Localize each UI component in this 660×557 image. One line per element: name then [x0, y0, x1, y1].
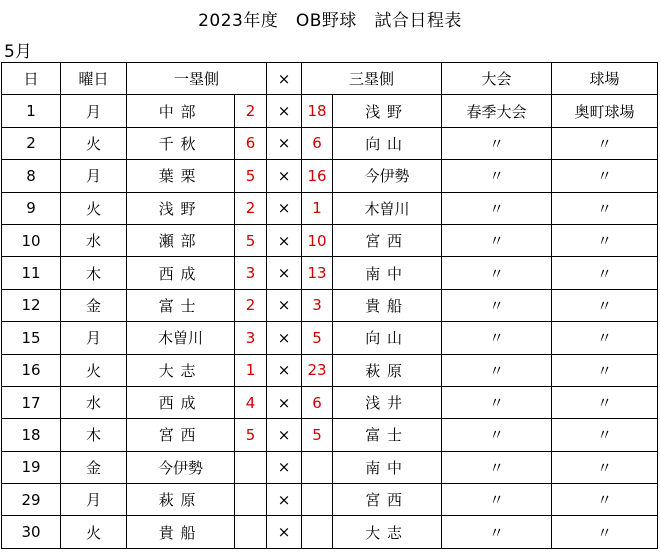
- stadium-cell: 〃: [552, 224, 658, 256]
- tournament-cell: 〃: [442, 484, 552, 516]
- home-score-cell: [235, 516, 267, 548]
- tournament-cell: 〃: [442, 224, 552, 256]
- table-row: [2, 322, 658, 354]
- tournament-cell: 〃: [442, 322, 552, 354]
- table-row: [2, 419, 658, 451]
- vs-cell: ×: [267, 224, 302, 256]
- header-vs: ×: [267, 63, 302, 95]
- table-row: [2, 127, 658, 159]
- home-team-cell: 西成: [127, 386, 235, 418]
- home-score-cell: 5: [235, 224, 267, 256]
- day-cell: 1: [2, 95, 61, 127]
- home-team-cell: 中部: [127, 95, 235, 127]
- home-team-cell: 千秋: [127, 127, 235, 159]
- home-team-cell: 浅野: [127, 192, 235, 224]
- day-cell: 17: [2, 386, 61, 418]
- home-team-cell: 今伊勢: [127, 451, 235, 483]
- home-team-cell: 葉栗: [127, 160, 235, 192]
- stadium-cell: 〃: [552, 484, 658, 516]
- vs-cell: ×: [267, 322, 302, 354]
- home-score-cell: [235, 451, 267, 483]
- home-score-cell: 3: [235, 257, 267, 289]
- away-score-cell: 16: [302, 160, 333, 192]
- day-cell: 30: [2, 516, 61, 548]
- table-row: [2, 257, 658, 289]
- vs-cell: ×: [267, 160, 302, 192]
- tournament-cell: 〃: [442, 192, 552, 224]
- away-team-cell: 今伊勢: [333, 160, 442, 192]
- table-row: [2, 160, 658, 192]
- away-team-cell: 宮西: [333, 224, 442, 256]
- stadium-cell: 〃: [552, 289, 658, 321]
- tournament-cell: 〃: [442, 289, 552, 321]
- weekday-cell: 月: [61, 160, 127, 192]
- tournament-cell: 〃: [442, 127, 552, 159]
- tournament-cell: 〃: [442, 451, 552, 483]
- away-score-cell: 5: [302, 419, 333, 451]
- weekday-cell: 火: [61, 516, 127, 548]
- table-row: [2, 516, 658, 548]
- home-score-cell: 5: [235, 160, 267, 192]
- away-team-cell: 萩原: [333, 354, 442, 386]
- away-team-cell: 向山: [333, 127, 442, 159]
- weekday-cell: 木: [61, 257, 127, 289]
- header-weekday: 曜日: [61, 63, 127, 95]
- home-team-cell: 瀬部: [127, 224, 235, 256]
- stadium-cell: 〃: [552, 322, 658, 354]
- tournament-cell: 〃: [442, 516, 552, 548]
- vs-cell: ×: [267, 95, 302, 127]
- stadium-cell: 〃: [552, 419, 658, 451]
- tournament-cell: 〃: [442, 354, 552, 386]
- day-cell: 9: [2, 192, 61, 224]
- header-home: 一塁側: [127, 63, 267, 95]
- table-row: [2, 224, 658, 256]
- stadium-cell: 〃: [552, 386, 658, 418]
- away-team-cell: 木曽川: [333, 192, 442, 224]
- day-cell: 2: [2, 127, 61, 159]
- home-team-cell: 大志: [127, 354, 235, 386]
- stadium-cell: 〃: [552, 354, 658, 386]
- away-score-cell: 6: [302, 127, 333, 159]
- tournament-cell: 〃: [442, 160, 552, 192]
- table-row: [2, 484, 658, 516]
- header-day: 日: [2, 63, 61, 95]
- weekday-cell: 金: [61, 451, 127, 483]
- weekday-cell: 水: [61, 224, 127, 256]
- home-team-cell: 貴船: [127, 516, 235, 548]
- away-team-cell: 貴船: [333, 289, 442, 321]
- away-score-cell: 18: [302, 95, 333, 127]
- weekday-cell: 火: [61, 127, 127, 159]
- home-team-cell: 木曽川: [127, 322, 235, 354]
- away-score-cell: 23: [302, 354, 333, 386]
- home-score-cell: [235, 484, 267, 516]
- home-score-cell: 1: [235, 354, 267, 386]
- day-cell: 29: [2, 484, 61, 516]
- vs-cell: ×: [267, 386, 302, 418]
- home-score-cell: 2: [235, 192, 267, 224]
- header-row: [2, 63, 658, 95]
- header-tournament: 大会: [442, 63, 552, 95]
- away-team-cell: 浅野: [333, 95, 442, 127]
- vs-cell: ×: [267, 354, 302, 386]
- weekday-cell: 火: [61, 192, 127, 224]
- tournament-cell: 〃: [442, 386, 552, 418]
- vs-cell: ×: [267, 257, 302, 289]
- weekday-cell: 月: [61, 484, 127, 516]
- tournament-cell: 〃: [442, 257, 552, 289]
- day-cell: 12: [2, 289, 61, 321]
- home-team-cell: 宮西: [127, 419, 235, 451]
- tournament-cell: 〃: [442, 419, 552, 451]
- table-row: [2, 192, 658, 224]
- vs-cell: ×: [267, 289, 302, 321]
- header-stadium: 球場: [552, 63, 658, 95]
- day-cell: 8: [2, 160, 61, 192]
- month-label: 5月: [4, 42, 32, 62]
- day-cell: 10: [2, 224, 61, 256]
- home-team-cell: 富士: [127, 289, 235, 321]
- away-team-cell: 南中: [333, 451, 442, 483]
- home-team-cell: 萩原: [127, 484, 235, 516]
- schedule-table: [1, 62, 658, 549]
- away-team-cell: 浅井: [333, 386, 442, 418]
- stadium-cell: 〃: [552, 257, 658, 289]
- away-team-cell: 向山: [333, 322, 442, 354]
- tournament-cell: 春季大会: [442, 95, 552, 127]
- away-score-cell: 10: [302, 224, 333, 256]
- day-cell: 15: [2, 322, 61, 354]
- away-score-cell: 1: [302, 192, 333, 224]
- header-away: 三塁側: [302, 63, 442, 95]
- day-cell: 11: [2, 257, 61, 289]
- away-team-cell: 南中: [333, 257, 442, 289]
- table-row: [2, 354, 658, 386]
- weekday-cell: 火: [61, 354, 127, 386]
- page-title: 2023年度 OB野球 試合日程表: [198, 11, 462, 31]
- home-score-cell: 5: [235, 419, 267, 451]
- vs-cell: ×: [267, 127, 302, 159]
- home-team-cell: 西成: [127, 257, 235, 289]
- stadium-cell: 奥町球場: [552, 95, 658, 127]
- table-row: [2, 386, 658, 418]
- away-score-cell: [302, 516, 333, 548]
- away-score-cell: [302, 484, 333, 516]
- away-score-cell: 3: [302, 289, 333, 321]
- away-team-cell: 宮西: [333, 484, 442, 516]
- stadium-cell: 〃: [552, 192, 658, 224]
- vs-cell: ×: [267, 192, 302, 224]
- day-cell: 18: [2, 419, 61, 451]
- day-cell: 16: [2, 354, 61, 386]
- vs-cell: ×: [267, 451, 302, 483]
- weekday-cell: 月: [61, 322, 127, 354]
- table-row: [2, 289, 658, 321]
- away-score-cell: 6: [302, 386, 333, 418]
- stadium-cell: 〃: [552, 127, 658, 159]
- home-score-cell: 4: [235, 386, 267, 418]
- stadium-cell: 〃: [552, 160, 658, 192]
- stadium-cell: 〃: [552, 451, 658, 483]
- away-score-cell: 5: [302, 322, 333, 354]
- stadium-cell: 〃: [552, 516, 658, 548]
- home-score-cell: 6: [235, 127, 267, 159]
- away-score-cell: 13: [302, 257, 333, 289]
- weekday-cell: 月: [61, 95, 127, 127]
- away-score-cell: [302, 451, 333, 483]
- away-team-cell: 富士: [333, 419, 442, 451]
- weekday-cell: 水: [61, 386, 127, 418]
- weekday-cell: 金: [61, 289, 127, 321]
- away-team-cell: 大志: [333, 516, 442, 548]
- home-score-cell: 3: [235, 322, 267, 354]
- vs-cell: ×: [267, 419, 302, 451]
- vs-cell: ×: [267, 484, 302, 516]
- vs-cell: ×: [267, 516, 302, 548]
- day-cell: 19: [2, 451, 61, 483]
- home-score-cell: 2: [235, 289, 267, 321]
- table-row: [2, 95, 658, 127]
- home-score-cell: 2: [235, 95, 267, 127]
- table-row: [2, 451, 658, 483]
- weekday-cell: 木: [61, 419, 127, 451]
